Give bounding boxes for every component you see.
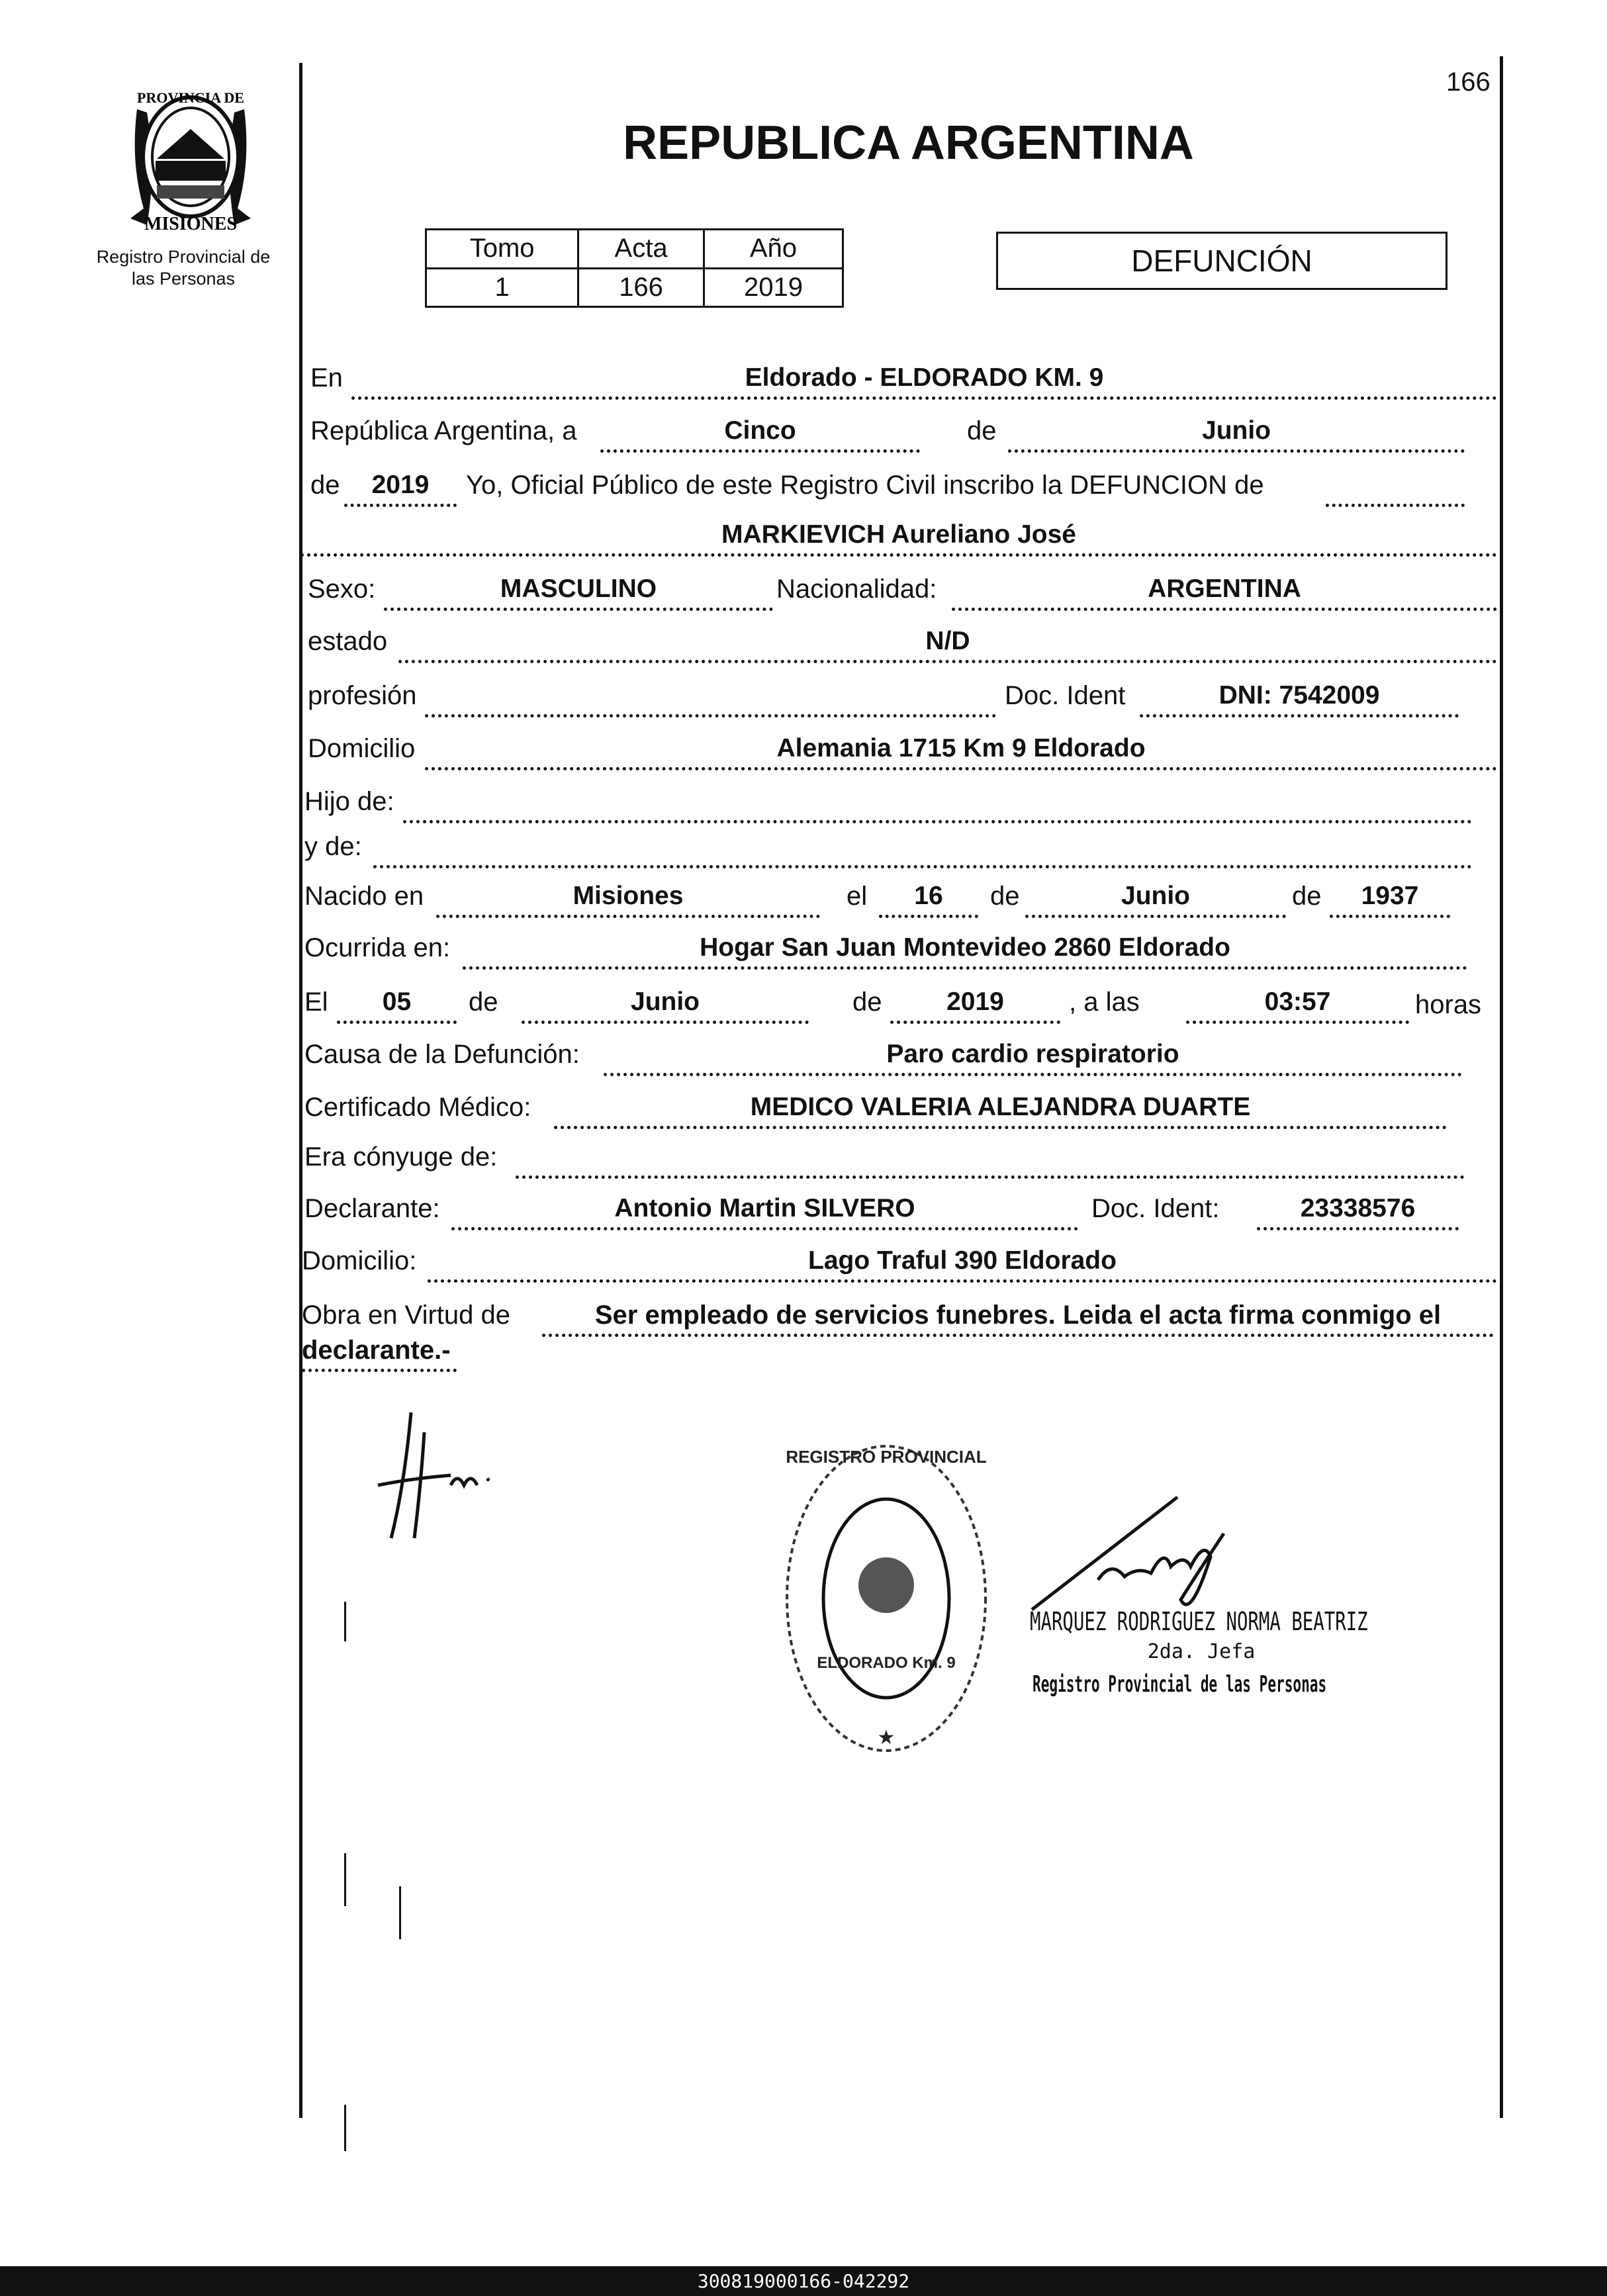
causa-label: Causa de la Defunción: xyxy=(304,1040,580,1069)
de-label: de xyxy=(852,987,882,1017)
causa-field: Paro cardio respiratorio xyxy=(604,1036,1462,1076)
right-border-line xyxy=(1500,56,1503,2118)
death-day-field: 05 xyxy=(337,984,457,1024)
inscribo-text: Yo, Oficial Público de este Registro Civil inscribo la DEFUNCION de xyxy=(466,471,1264,500)
de-label: de xyxy=(469,987,498,1017)
horas-label: horas xyxy=(1415,990,1482,1019)
barcode-text-bar: 300819000166-042292 xyxy=(0,2266,1607,2296)
margin-mark xyxy=(344,1602,346,1641)
ocurrida-field: Hogar San Juan Montevideo 2860 Eldorado xyxy=(463,929,1467,970)
profesion-field xyxy=(425,677,996,717)
month-field: Junio xyxy=(1008,412,1465,453)
estado-label: estado xyxy=(308,627,388,656)
death-year-field: 2019 xyxy=(890,984,1060,1024)
record-type-box: DEFUNCIÓN xyxy=(996,232,1447,290)
registry-caption-line-2: las Personas xyxy=(131,269,236,289)
official-role: 2da. Jefa xyxy=(1147,1640,1256,1663)
year-field: 2019 xyxy=(344,467,457,507)
domicilio2-label: Domicilio: xyxy=(302,1246,417,1275)
svg-text:MISIONES: MISIONES xyxy=(144,214,238,234)
doc-ident2-field: 23338576 xyxy=(1257,1190,1459,1230)
conyuge-field xyxy=(516,1138,1465,1179)
de-label: de xyxy=(990,882,1020,911)
registry-caption xyxy=(66,246,300,290)
official-org: Registro Provincial de las Personas xyxy=(1033,1671,1327,1698)
El-label: El xyxy=(304,987,328,1017)
official-name: MARQUEZ RODRIGUEZ NORMA BEATRIZ xyxy=(1030,1607,1368,1636)
conyuge-label: Era cónyuge de: xyxy=(304,1142,498,1171)
yde-label: y de: xyxy=(304,832,362,861)
declarant-signature-icon xyxy=(351,1406,504,1545)
death-month-field: Junio xyxy=(522,984,809,1024)
declarante-field: Antonio Martin SILVERO xyxy=(451,1190,1078,1230)
margin-mark xyxy=(399,1886,401,1939)
obra-field-continued: declarante.- xyxy=(302,1332,457,1372)
place-field: Eldorado - ELDORADO KM. 9 xyxy=(351,359,1497,400)
yde-field xyxy=(373,828,1472,868)
profesion-label: profesión xyxy=(308,681,417,710)
estado-field: N/D xyxy=(398,623,1497,663)
death-time-field: 03:57 xyxy=(1186,984,1409,1024)
header-acta: Acta xyxy=(578,230,704,269)
de-label: de xyxy=(1292,882,1322,911)
ocurrida-label: Ocurrida en: xyxy=(304,933,451,962)
eldorado-delegation-stamp-icon xyxy=(777,1436,995,1761)
margin-mark xyxy=(344,1853,346,1906)
value-ano: 2019 xyxy=(704,268,843,307)
sexo-label: Sexo: xyxy=(308,574,376,604)
domicilio-label: Domicilio xyxy=(308,734,416,763)
header-ano: Año xyxy=(704,230,843,269)
de-label: de xyxy=(310,471,340,500)
page-title: REPUBLICA ARGENTINA xyxy=(623,116,1194,169)
svg-text:REGISTRO PROVINCIAL: REGISTRO PROVINCIAL xyxy=(786,1447,987,1467)
provincia-misiones-seal-icon xyxy=(117,83,264,234)
nacionalidad-field: ARGENTINA xyxy=(952,571,1497,611)
birth-year-field: 1937 xyxy=(1330,878,1450,918)
blank-field xyxy=(1326,467,1465,507)
header-tomo: Tomo xyxy=(426,230,578,269)
registry-caption-line-1: Registro Provincial de xyxy=(96,247,271,267)
svg-text:★: ★ xyxy=(877,1727,895,1749)
certificado-label: Certificado Médico: xyxy=(304,1093,531,1122)
en-label: En xyxy=(310,363,343,392)
declarante-label: Declarante: xyxy=(304,1194,440,1223)
value-tomo: 1 xyxy=(426,268,578,307)
de-label: de xyxy=(967,416,997,445)
domicilio2-field: Lago Traful 390 Eldorado xyxy=(428,1242,1497,1283)
republica-label: República Argentina, a xyxy=(310,416,577,445)
hijo-field xyxy=(403,783,1472,823)
doc-ident-label: Doc. Ident xyxy=(1005,681,1126,710)
value-acta: 166 xyxy=(578,268,704,307)
nacionalidad-label: Nacionalidad: xyxy=(776,574,937,604)
doc-ident-field: DNI: 7542009 xyxy=(1140,677,1459,717)
birth-month-field: Junio xyxy=(1025,878,1286,918)
obra-label: Obra en Virtud de xyxy=(302,1301,511,1330)
alas-label: , a las xyxy=(1069,987,1140,1017)
sexo-field: MASCULINO xyxy=(384,571,773,611)
birth-day-field: 16 xyxy=(879,878,978,918)
page-number: 166 xyxy=(1446,68,1491,97)
nacido-label: Nacido en xyxy=(304,882,424,911)
hijo-label: Hijo de: xyxy=(304,787,394,816)
obra-field: Ser empleado de servicios funebres. Leida el acta firma conmigo el xyxy=(542,1297,1494,1337)
el-label: el xyxy=(847,882,868,911)
doc-ident2-label: Doc. Ident: xyxy=(1091,1194,1220,1223)
deceased-name-field: MARKIEVICH Aureliano José xyxy=(300,516,1497,557)
day-field: Cinco xyxy=(600,412,920,453)
margin-mark xyxy=(344,2105,346,2151)
record-table xyxy=(425,228,844,308)
certificado-field: MEDICO VALERIA ALEJANDRA DUARTE xyxy=(554,1089,1447,1129)
svg-text:ELDORADO Km. 9: ELDORADO Km. 9 xyxy=(817,1654,956,1672)
left-border-line xyxy=(299,63,302,2118)
official-signature-icon xyxy=(1025,1494,1263,1620)
birthplace-field: Misiones xyxy=(436,878,820,918)
svg-text:PROVINCIA DE: PROVINCIA DE xyxy=(137,89,244,106)
domicilio-field: Alemania 1715 Km 9 Eldorado xyxy=(425,730,1497,770)
